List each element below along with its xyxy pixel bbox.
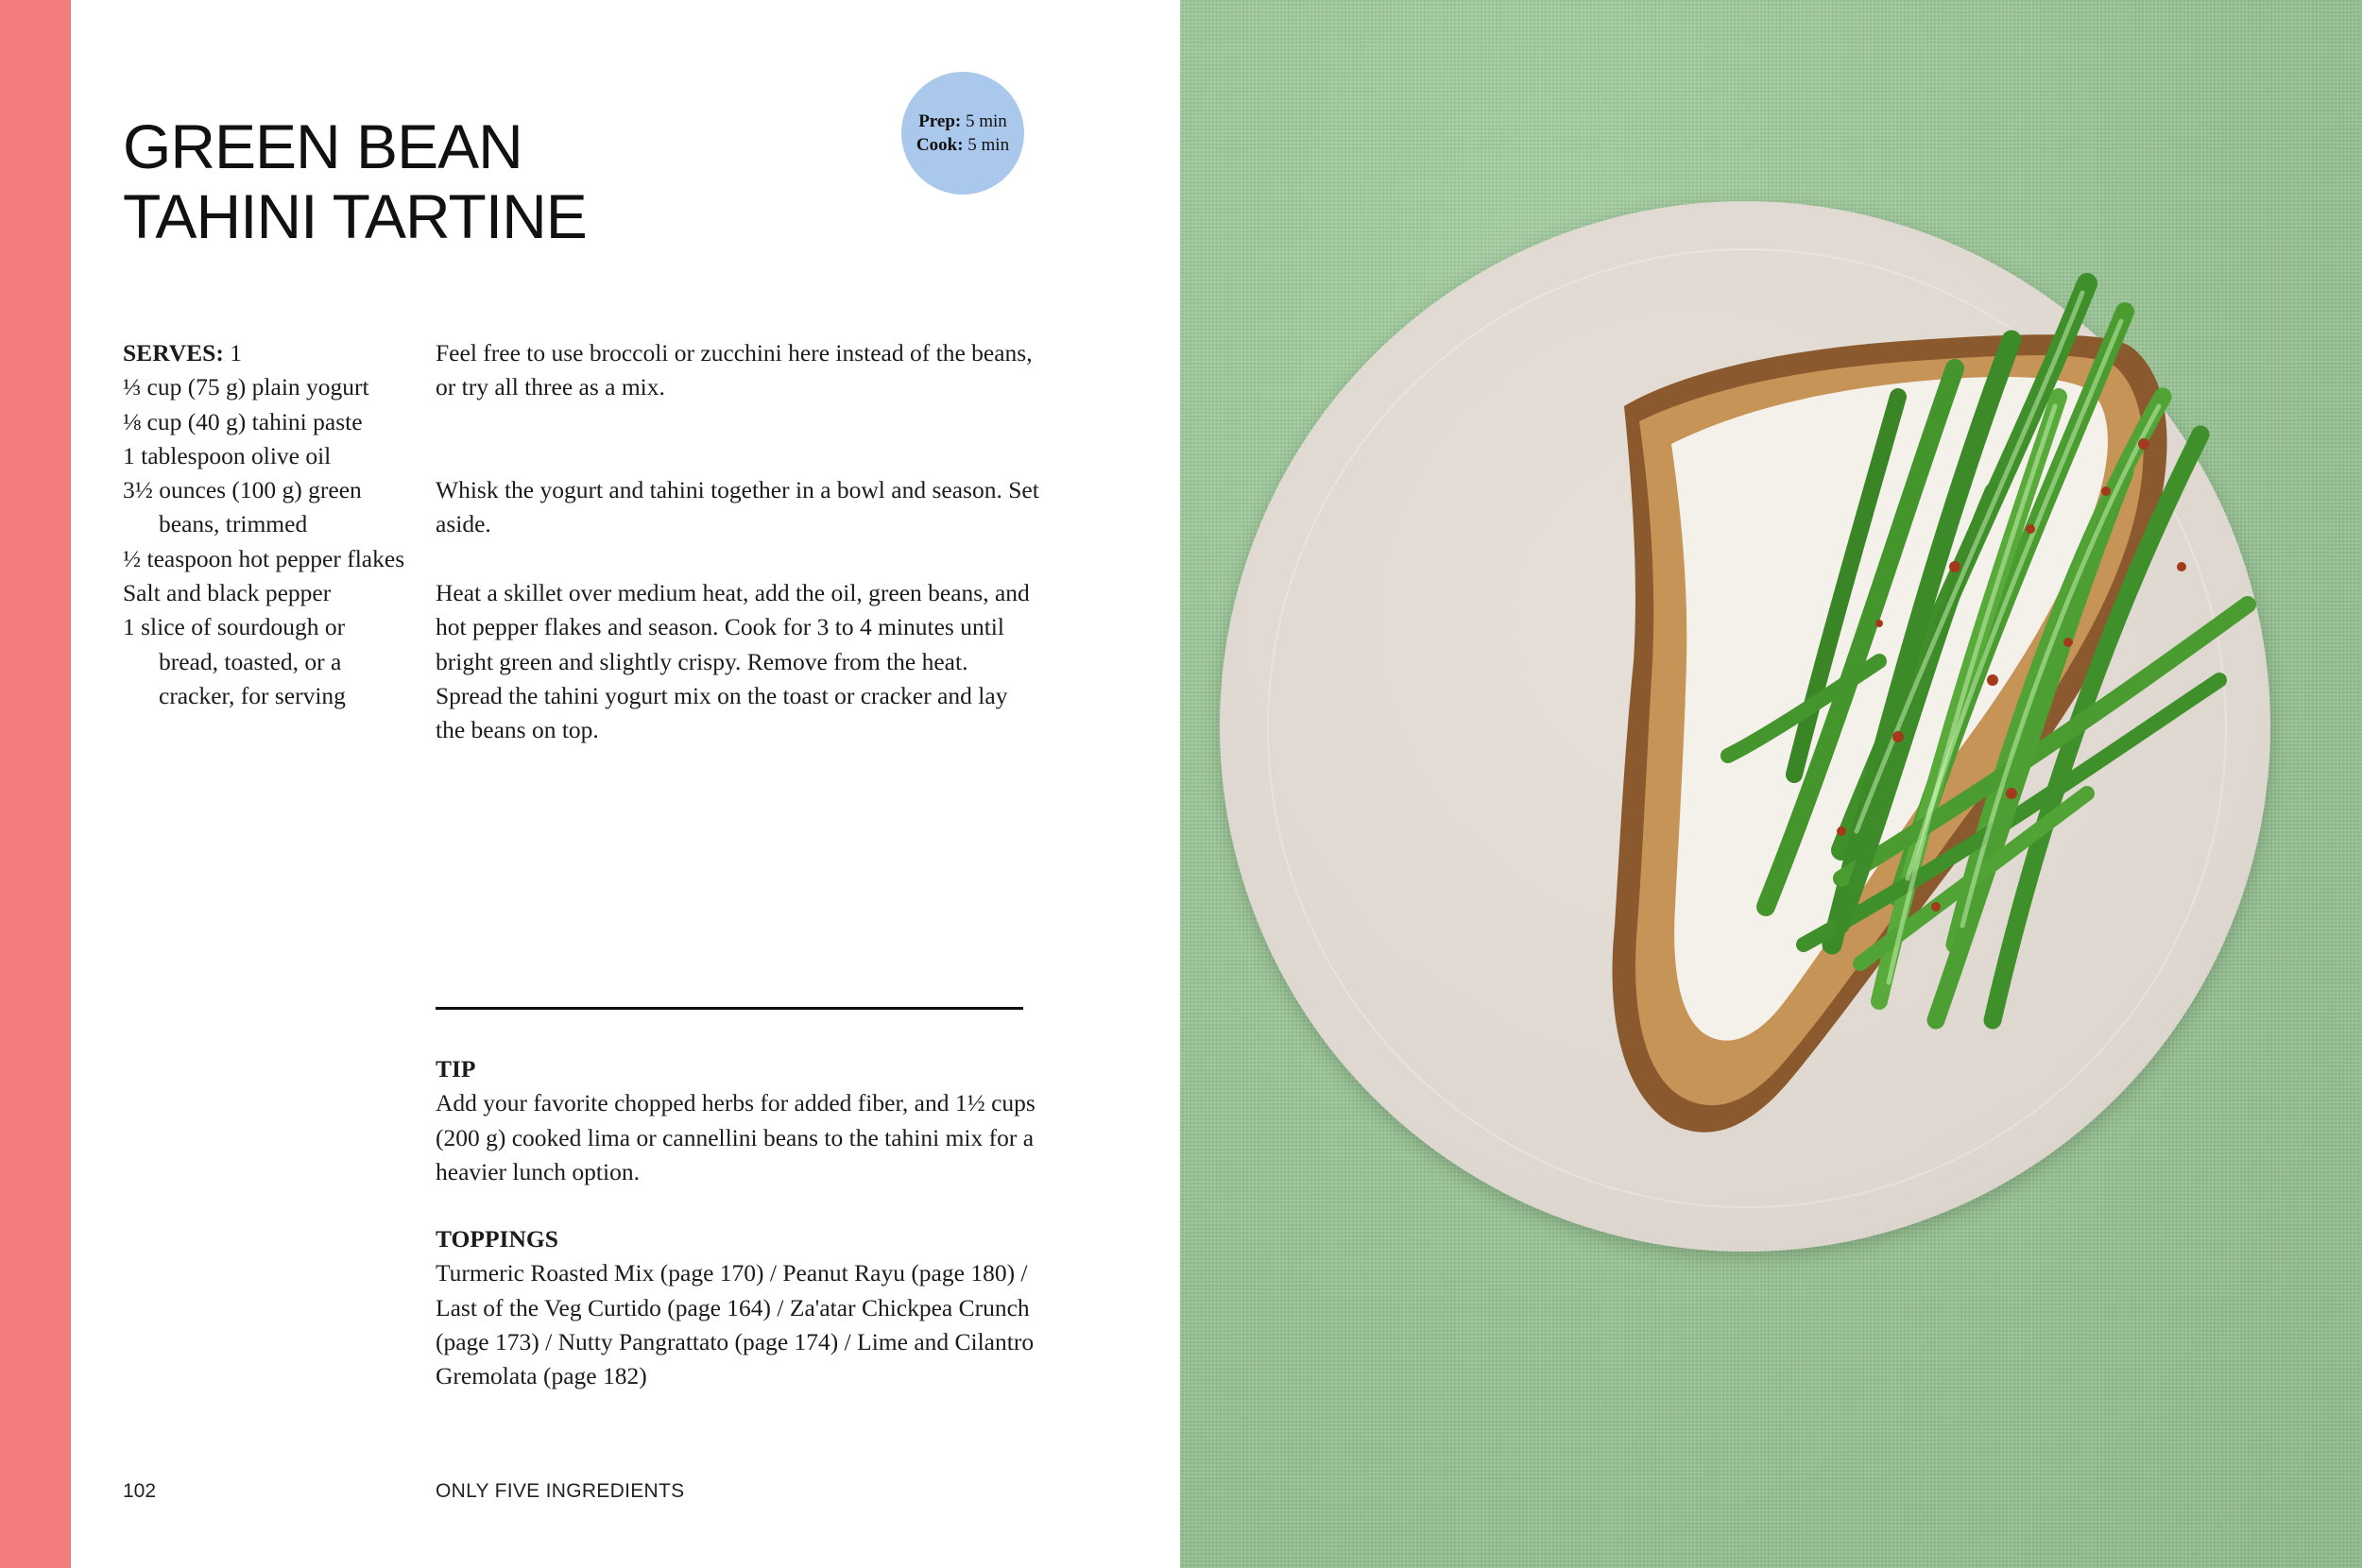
ingredient-item: 3½ ounces (100 g) green beans, trimmed bbox=[123, 476, 362, 538]
toppings-section bbox=[436, 1222, 1040, 1393]
cook-value: 5 min bbox=[967, 135, 1010, 155]
ingredient-item: ½ teaspoon hot pepper flakes bbox=[123, 544, 405, 572]
prep-value: 5 min bbox=[965, 111, 1007, 131]
ingredient-item: 1 slice of sourdough or bread, toasted, or a cracker, for serving bbox=[123, 613, 346, 709]
tip-section bbox=[436, 1052, 1040, 1189]
method-step-2: Heat a skillet over medium heat, add the oil, green beans, and hot pepper flakes and season. Cook for 3 to 4 minutes until bright green and slightly crispy. Remove from the heat. Spread the tahini yogurt mix on the toast or cracker and lay the beans on top. bbox=[436, 579, 1030, 744]
prep-label: Prep: bbox=[918, 111, 962, 131]
recipe-intro: Feel free to use broccoli or zucchini here instead of the beans, or try all three as a mix. bbox=[436, 339, 1033, 401]
ingredient-item: ⅓ cup (75 g) plain yogurt bbox=[123, 373, 369, 401]
recipe-title bbox=[123, 111, 587, 251]
serves-value: 1 bbox=[230, 339, 242, 366]
page-number: 102 bbox=[123, 1480, 157, 1502]
cook-label: Cook: bbox=[916, 135, 964, 155]
serves-line bbox=[123, 336, 406, 370]
running-head: ONLY FIVE INGREDIENTS bbox=[436, 1480, 685, 1502]
ingredient-item: Salt and black pepper bbox=[123, 579, 332, 607]
tip-text: Add your favorite chopped herbs for added fiber, and 1½ cups (200 g) cooked lima or cannellini beans to the tahini mix for a heavier lunch option. bbox=[436, 1089, 1036, 1185]
recipe-photo bbox=[1180, 0, 2362, 1568]
time-badge bbox=[901, 72, 1024, 195]
prep-time bbox=[918, 110, 1007, 133]
recipe-title-line-2: TAHINI TARTINE bbox=[123, 181, 587, 251]
tip-heading: TIP bbox=[436, 1055, 476, 1082]
ingredients-list bbox=[123, 336, 406, 713]
recipe-title-line-1: GREEN BEAN bbox=[123, 111, 522, 181]
ingredient-item: 1 tablespoon olive oil bbox=[123, 441, 332, 469]
serves-label: SERVES: bbox=[123, 339, 224, 366]
method-text bbox=[436, 336, 1040, 748]
ingredient-item: ⅛ cup (40 g) tahini paste bbox=[123, 407, 363, 435]
section-divider bbox=[436, 1007, 1023, 1010]
tartine-illustration bbox=[1180, 0, 2362, 1568]
toppings-heading: TOPPINGS bbox=[436, 1225, 558, 1253]
method-step-1: Whisk the yogurt and tahini together in a bowl and season. Set aside. bbox=[436, 476, 1039, 538]
cook-time bbox=[916, 133, 1009, 157]
edge-color-stripe bbox=[0, 0, 71, 1568]
toppings-text: Turmeric Roasted Mix (page 170) / Peanut Rayu (page 180) / Last of the Veg Curtido (page 164) / Za'atar Chickpea Crunch (page 173) / Nutty Pangrattato (page 174) / Lime and Cilantro Gremolata (page 182) bbox=[436, 1259, 1035, 1390]
